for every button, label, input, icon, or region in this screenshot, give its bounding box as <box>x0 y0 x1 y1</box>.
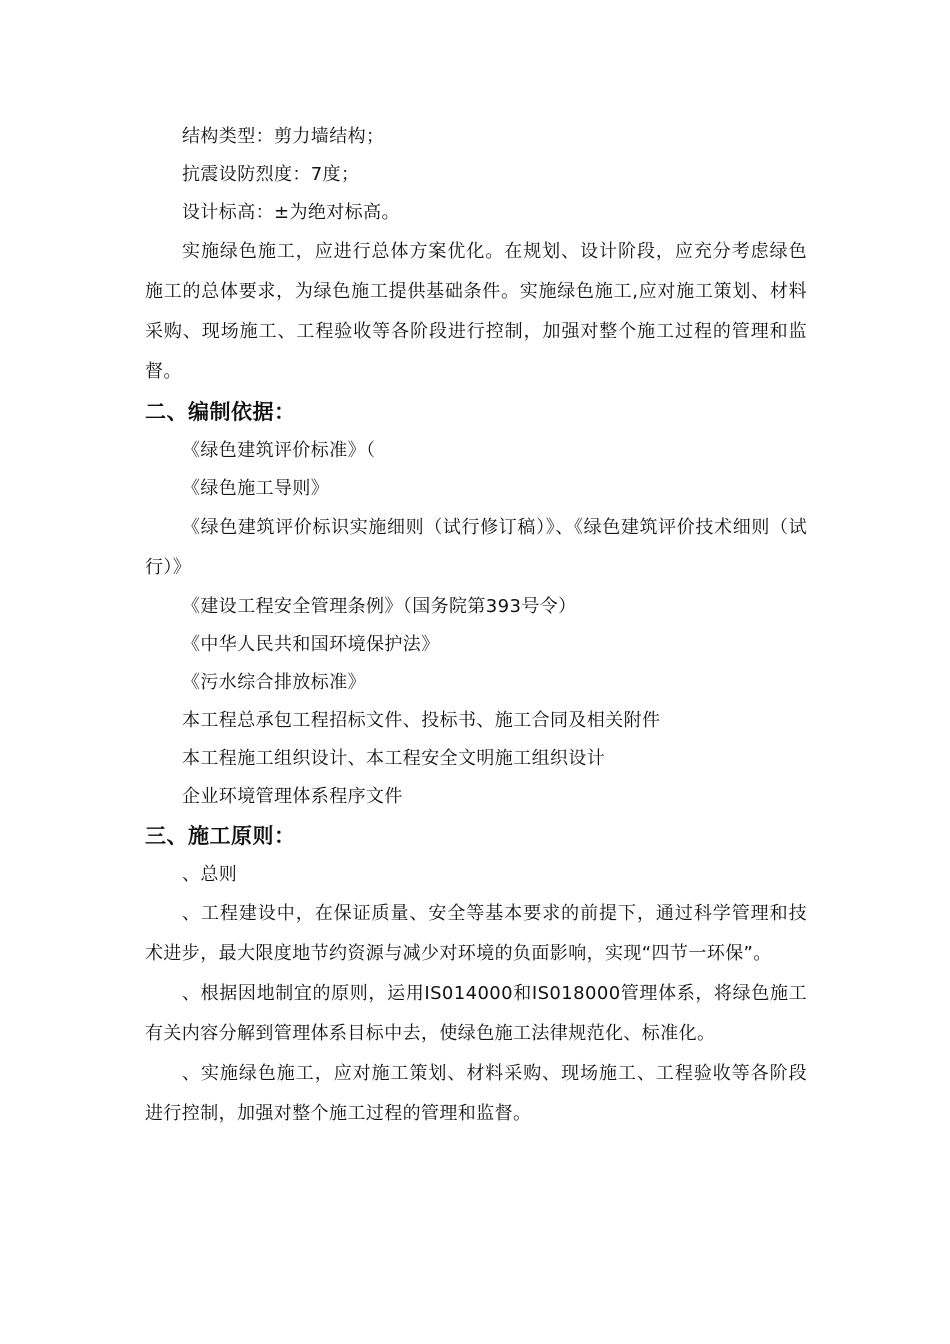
principle-paragraph: 、根据因地制宜的原则，运用IS014000和IS018000管理体系，将绿色施工有关内容分解到管理体系目标中去，使绿色施工法律规范化、标准化。 <box>145 983 807 1044</box>
section-2-heading: 二、编制依据： <box>145 400 296 424</box>
principle-paragraph: 、实施绿色施工，应对施工策划、材料采购、现场施工、工程验收等各阶段进行控制，加强对整个施工过程的管理和监督。 <box>145 1063 807 1124</box>
basis-item: 《绿色建筑评价标准》（ <box>182 440 376 461</box>
document-body <box>145 118 807 1134</box>
basis-item: 本工程施工组织设计、本工程安全文明施工组织设计 <box>182 748 606 769</box>
intro-paragraph: 实施绿色施工，应进行总体方案优化。在规划、设计阶段，应充分考虑绿色施工的总体要求，为绿色施工提供基础条件。实施绿色施工,应对施工策划、材料采购、现场施工、工程验收等各阶段进行控制，加强对整个施工过程的管理和监督。 <box>145 241 807 382</box>
basis-list <box>145 432 807 816</box>
basis-item: 《中华人民共和国环境保护法》 <box>182 634 440 655</box>
seismic-line: 抗震设防烈度：7度； <box>182 164 360 185</box>
basis-item: 《建设工程安全管理条例》（国务院第393号令） <box>182 596 577 617</box>
basis-item: 本工程总承包工程招标文件、投标书、施工合同及相关附件 <box>182 710 661 731</box>
structure-type-line: 结构类型：剪力墙结构； <box>182 126 385 147</box>
basis-item: 《绿色施工导则》 <box>182 478 330 499</box>
section-3-heading: 三、施工原则： <box>145 824 296 848</box>
basis-item: 企业环境管理体系程序文件 <box>182 786 403 807</box>
basis-item: 《绿色建筑评价标识实施细则（试行修订稿）》、《绿色建筑评价技术细则（试行）》 <box>145 517 807 578</box>
elevation-line: 设计标高：±为绝对标高。 <box>182 202 400 223</box>
principle-paragraph: 、工程建设中，在保证质量、安全等基本要求的前提下，通过科学管理和技术进步，最大限度地节约资源与减少对环境的负面影响，实现“四节一环保”。 <box>145 903 807 964</box>
basis-item: 《污水综合排放标准》 <box>182 672 366 693</box>
general-principle-line: 、总则 <box>182 864 238 885</box>
